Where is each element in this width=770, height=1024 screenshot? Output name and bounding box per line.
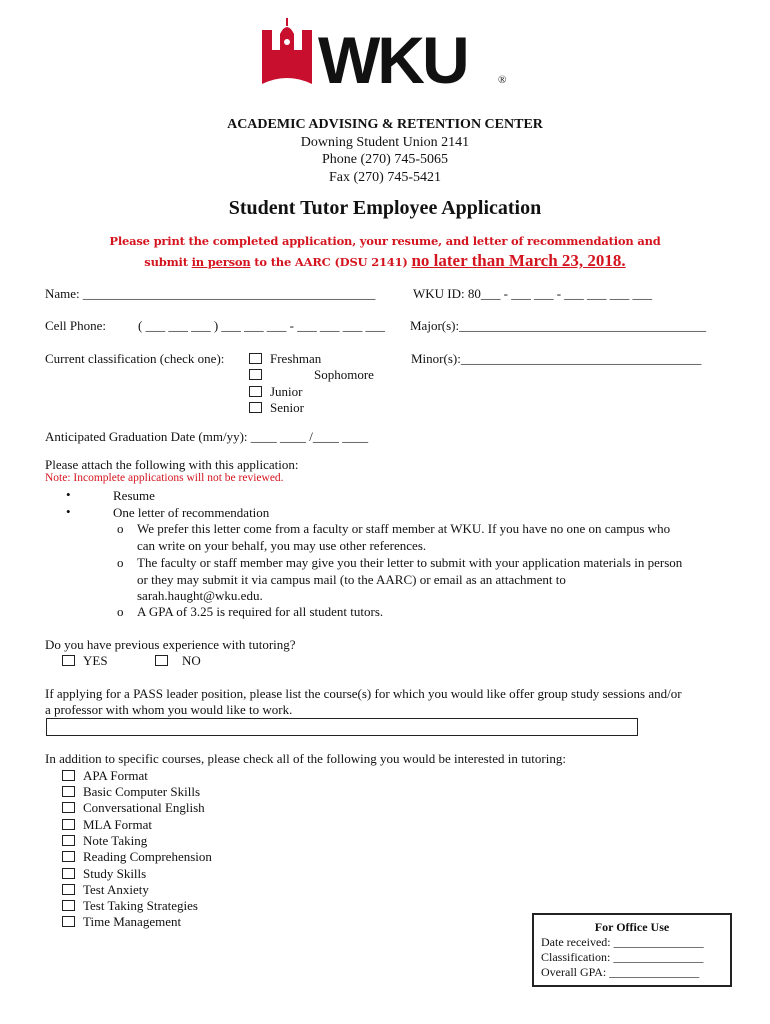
- minor-field[interactable]: Minor(s):_____________________________________: [411, 351, 702, 366]
- cell-phone-field[interactable]: ( ___ ___ ___ ) ___ ___ ___ - ___ ___ ___ ___: [138, 318, 385, 333]
- classification-senior[interactable]: Senior: [249, 400, 304, 416]
- org-fax: Fax (270) 745-5421: [329, 170, 441, 185]
- sub-item-1-line-1: We prefer this letter come from a faculty or staff member at WKU. If you have no one on campus who: [137, 521, 671, 536]
- attach-item-resume: Resume: [113, 488, 155, 503]
- page-title: Student Tutor Employee Application: [228, 197, 542, 219]
- notice-line-1: Please print the completed application, your resume, and letter of recommendation and: [109, 234, 661, 248]
- classification-junior[interactable]: Junior: [249, 384, 303, 400]
- bullet-icon: •: [66, 504, 71, 519]
- major-field[interactable]: Major(s):______________________________________: [410, 318, 707, 333]
- pass-line-1: If applying for a PASS leader position, please list the course(s) for which you would like offer group study sessions and/or: [45, 686, 682, 701]
- interest-option[interactable]: APA Format: [62, 768, 148, 784]
- notice-line-2: submit in person to the AARC (DSU 2141) no later than March 23, 2018.: [144, 251, 626, 270]
- checkbox-icon[interactable]: [62, 884, 75, 895]
- experience-no-option[interactable]: NO: [155, 653, 201, 669]
- checkbox-icon[interactable]: [62, 802, 75, 813]
- checkbox-icon[interactable]: [62, 868, 75, 879]
- org-address: Downing Student Union 2141: [300, 135, 470, 150]
- org-phone: Phone (270) 745-5065: [322, 152, 448, 167]
- checkbox-icon[interactable]: [249, 386, 262, 397]
- checkbox-icon[interactable]: [155, 655, 168, 666]
- experience-question: Do you have previous experience with tutoring?: [45, 637, 296, 652]
- office-gpa: Overall GPA: _______________: [541, 965, 700, 979]
- sub-item-2-line-1: The faculty or staff member may give you their letter to submit with your application materials in person: [137, 555, 683, 570]
- interest-option[interactable]: Conversational English: [62, 800, 205, 816]
- checkbox-icon[interactable]: [62, 655, 75, 666]
- checkbox-icon[interactable]: [249, 402, 262, 413]
- checkbox-icon[interactable]: [62, 770, 75, 781]
- office-use-box: [532, 913, 732, 987]
- checkbox-icon[interactable]: [62, 916, 75, 927]
- experience-yes-option[interactable]: YES: [62, 653, 108, 669]
- sub-bullet-icon: o: [117, 521, 124, 536]
- office-date-received: Date received: _______________: [541, 935, 704, 949]
- registered-mark: ®: [498, 74, 507, 86]
- interest-option[interactable]: Study Skills: [62, 866, 146, 882]
- attach-heading: Please attach the following with this application:: [45, 457, 299, 472]
- checkbox-icon[interactable]: [62, 819, 75, 830]
- bullet-icon: •: [66, 487, 71, 502]
- checkbox-icon[interactable]: [249, 369, 262, 380]
- sub-bullet-icon: o: [117, 555, 124, 570]
- org-name: ACADEMIC ADVISING & RETENTION CENTER: [227, 117, 543, 132]
- checkbox-icon[interactable]: [249, 353, 262, 364]
- pass-courses-input[interactable]: [46, 718, 638, 736]
- wku-wordmark: WKU: [318, 23, 467, 97]
- sub-item-2-line-2: or they may submit it via campus mail (to the AARC) or email as an attachment to: [137, 572, 566, 587]
- checkbox-icon[interactable]: [62, 786, 75, 797]
- checkbox-icon[interactable]: [62, 900, 75, 911]
- wku-logo: [258, 12, 514, 98]
- office-classification: Classification: _______________: [541, 950, 704, 964]
- classification-sophomore[interactable]: Sophomore: [249, 367, 374, 383]
- incomplete-note: Note: Incomplete applications will not be reviewed.: [45, 472, 284, 484]
- interest-option[interactable]: Test Taking Strategies: [62, 898, 198, 914]
- checkbox-icon[interactable]: [62, 851, 75, 862]
- sub-bullet-icon: o: [117, 604, 124, 619]
- classification-label: Current classification (check one):: [45, 351, 225, 366]
- interest-option[interactable]: Test Anxiety: [62, 882, 149, 898]
- pass-line-2: a professor with whom you would like to work.: [45, 702, 293, 717]
- attach-item-letter: One letter of recommendation: [113, 505, 270, 520]
- graduation-date-field[interactable]: Anticipated Graduation Date (mm/yy): ____ ____ /____ ____: [45, 429, 369, 444]
- interest-option[interactable]: Time Management: [62, 914, 181, 930]
- sub-item-1-line-2: can write on your behalf, you may use other references.: [137, 538, 427, 553]
- interest-option[interactable]: Note Taking: [62, 833, 147, 849]
- interest-option[interactable]: MLA Format: [62, 817, 152, 833]
- deadline-text: no later than March 23, 2018.: [411, 251, 626, 270]
- cell-phone-label: Cell Phone:: [45, 318, 107, 333]
- interest-option[interactable]: Basic Computer Skills: [62, 784, 200, 800]
- checkbox-icon[interactable]: [62, 835, 75, 846]
- wku-id-field[interactable]: WKU ID: 80___ - ___ ___ - ___ ___ ___ ___: [413, 286, 653, 301]
- office-use-title: For Office Use: [594, 920, 670, 934]
- interest-option[interactable]: Reading Comprehension: [62, 849, 212, 865]
- contact-email: sarah.haught@wku.edu.: [137, 588, 263, 603]
- name-field[interactable]: Name: _____________________________________________: [45, 286, 376, 301]
- interests-heading: In addition to specific courses, please check all of the following you would be interested in tutoring:: [45, 751, 566, 766]
- sub-item-3: A GPA of 3.25 is required for all student tutors.: [137, 604, 384, 619]
- in-person-text: in person: [191, 255, 251, 269]
- classification-freshman[interactable]: Freshman: [249, 351, 321, 367]
